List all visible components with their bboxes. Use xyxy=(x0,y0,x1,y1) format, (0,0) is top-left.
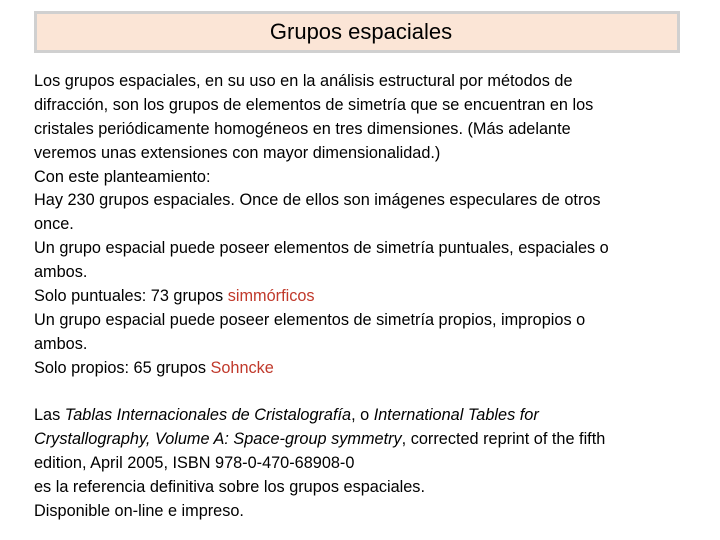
reference-text: , o xyxy=(351,406,374,425)
body-line: Un grupo espacial puede poseer elementos de simetría puntuales, espaciales o xyxy=(34,239,609,258)
sohncke-line xyxy=(34,357,694,381)
body-line: difracción, son los grupos de elementos de simetría que se encuentran en los xyxy=(34,95,594,114)
body-line: ambos. xyxy=(34,334,88,353)
reference-line-1 xyxy=(34,404,694,428)
reference-title-es: Tablas Internacionales de Cristalografía xyxy=(64,406,352,425)
symmorphic-line xyxy=(34,285,694,309)
sohncke-term: Sohncke xyxy=(210,358,274,377)
body-line: Hay 230 grupos espaciales. Once de ellos son imágenes especulares de otros xyxy=(34,191,601,210)
body-line: Un grupo espacial puede poseer elementos de simetría propios, impropios o xyxy=(34,310,586,329)
blank-line xyxy=(34,381,694,405)
body-line: Los grupos espaciales, en su uso en la análisis estructural por métodos de xyxy=(34,72,573,90)
reference-line-4: es la referencia definitiva sobre los grupos espaciales. xyxy=(34,478,425,497)
body-line: veremos unas extensiones con mayor dimensionalidad.) xyxy=(34,143,441,162)
body-line: cristales periódicamente homogéneos en tres dimensiones. (Más adelante xyxy=(34,119,571,138)
slide-body xyxy=(34,70,694,524)
reference-title-en-part2: Crystallography, Volume A: Space-group symmetry xyxy=(34,430,402,449)
sohncke-prefix: Solo propios: 65 grupos xyxy=(34,358,211,377)
slide-title: Grupos espaciales xyxy=(269,19,453,44)
slide-title-box xyxy=(34,11,680,53)
symmorphic-prefix: Solo puntuales: 73 grupos xyxy=(34,287,228,306)
reference-line-2 xyxy=(34,428,694,452)
reference-text: Las xyxy=(34,406,65,425)
reference-line-5: Disponible on-line e impreso. xyxy=(34,502,244,521)
body-line: Con este planteamiento: xyxy=(34,167,211,186)
body-line: ambos. xyxy=(34,263,88,282)
symmorphic-term: simmórficos xyxy=(227,287,315,306)
reference-text: , corrected reprint of the fifth xyxy=(401,430,606,449)
reference-title-en-part1: International Tables for xyxy=(373,406,539,425)
reference-line-3: edition, April 2005, ISBN 978-0-470-68908-0 xyxy=(34,454,355,473)
body-line: once. xyxy=(34,215,74,234)
